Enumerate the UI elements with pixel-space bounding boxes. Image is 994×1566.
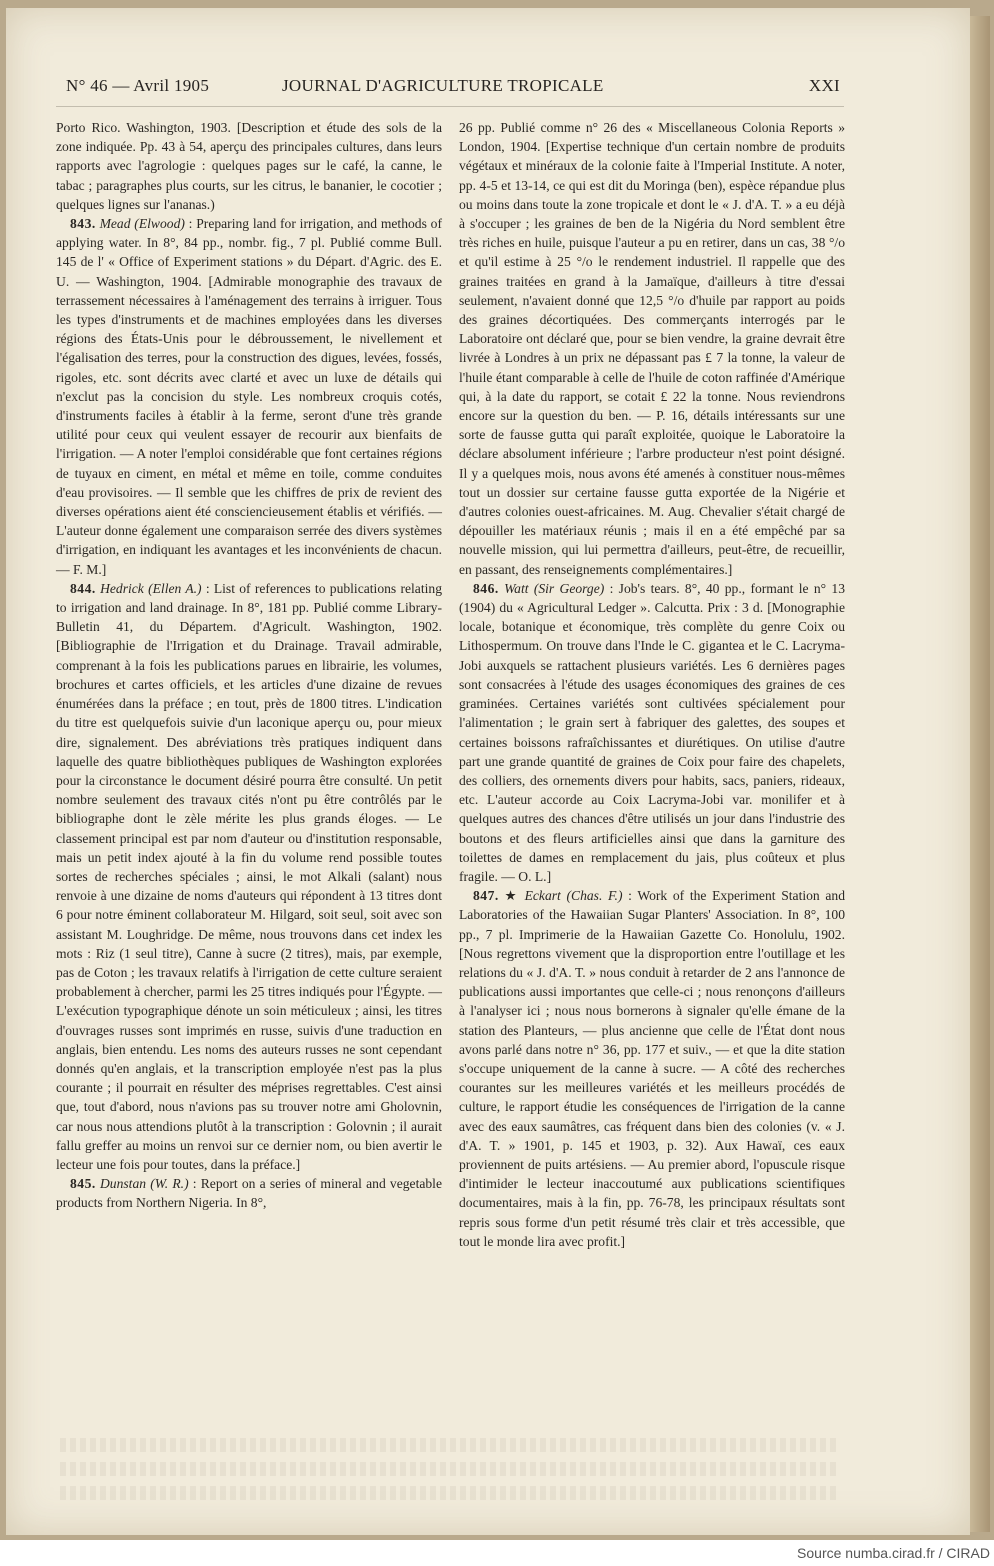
bleed-through-text <box>60 1486 840 1500</box>
entry-author: Watt (Sir George) <box>504 580 605 596</box>
entry-text: : Work of the Experiment Station and Laboratories of the Hawaiian Sugar Planters' Association. In 8°, 100 pp., 7 pl. Imprimerie de la Hawaiian Gazette Co. Honolulu, 1902. [Nous regrettons vivement que la disproportion entre l'outillage et les relations du « J. d'A. T. » nous conduit à retarder de 2 ans l'annonce de publications aussi importantes que celle-ci ; nous renonçons d'ailleurs à l'analyser ici ; nous nous bornerons à signaler qu'elle émane de la station des Planteurs, — plus ancienne que celle de l'État dont nous avons parlé dans notre n° 36, pp. 177 et suiv., — et que la dite station s'occupe uniquement de la canne à sucre. — A côté des recherches courantes sur les meilleures variétés et les meilleurs procédés de culture, le rapport étudie les conséquences de l'irrigation de la canne avec des eaux saumâtres, cas fréquent dans bien des colonies (v. « J. d'A. T. » 1901, p. 145 et 1903, p. 32). Aux Hawaï, ces eaux proviennent de puits artésiens. — Au premier abord, l'opuscule risque d'intimider le lecteur inaccoutumé aux publications scientifiques documentaires, mais à la fin, pp. 76-78, les principaux résultats sont repris sous forme d'un petit résumé très clair et très accessible, que tout le monde lira avec profit.] <box>459 888 846 1249</box>
entry-845 <box>56 1174 442 1212</box>
bleed-through-text <box>60 1462 840 1476</box>
entry-number: 845. <box>70 1176 96 1192</box>
entry-author: Mead (Elwood) <box>99 216 185 232</box>
entry-text: : List of references to publications relating to irrigation and land drainage. In 8°, 181 pp. Publié comme Library-Bulletin 41, du Départem. d'Agricult. Washington, 1902. [Bibliographie de l'Irrigation et du Drainage. Travail admirable, comprenant à la fois les publications parues en librairie, les volumes, brochures et cartes officiels, et les articles d'une dizaine de revues énumérées dans la préface ; en tout, près de 1800 titres. L'indication du titre est quelquefois suivie d'un laconique aperçu ou, pour mieux dire, signalement. Des abréviations très pratiques indiquent dans laquelle des quatre bibliothèques publiques de Washington explorées pour la circonstance le document désiré pourra être consulté. Un petit nombre seulement des travaux cités n'ont pu être contrôlés par le bibliographe dont le zèle mérite les plus grands éloges. — Le classement principal est par nom d'auteur ou d'institution responsable, mais un petit index ajouté à la fin du volume rend possible toutes sortes de recherches spéciales ; ainsi, le mot Alkali (salant) nous renvoie à une dizaine de noms d'auteurs qui répondent à 13 titres dont 6 pour notre éminent collaborateur M. Hilgard, soit seul, soit avec son assistant M. Loughridge. De même, nous trouvons dans cet index les mots : Riz (1 seul titre), Canne à sucre (2 titres), mais, par exemple, pas de Coton ; les travaux relatifs à l'irrigation de cette culture seraient probablement à chercher, parmi les 25 titres indiqués pour l'Égypte. — L'exécution typographique dénote un soin méticuleux ; ainsi, les titres d'ouvrages russes sont imprimés en russe, suivis d'une traduction en anglais, bien entendu. Les noms des auteurs russes ne sont cependant donnés qu'en anglais, et la transcription employée n'est pas la plus courante ; il pourrait en résulter des méprises regrettables. C'est ainsi que, tout d'abord, nous n'avions pas su trouver notre ami Gholovnin, car nous nous attendions plutôt à la transcription : Golovnin ; il aurait fallu greffer au moins un renvoi sur ce dernier nom, ou bien avertir le lecteur une fois pour toutes, dans la préface.] <box>56 580 442 1172</box>
entry-846 <box>459 579 845 886</box>
entry-843 <box>56 214 442 579</box>
entry-continuation: Porto Rico. Washington, 1903. [Description et étude des sols de la zone indiquée. Pp. 43 à 54, aperçu des principales cultures, dans leurs rapports avec l'agrologie : quelques pages sur le café, la canne, le tabac ; paragraphes plus courts, sur les citrus, le bananier, le cocotier ; quelques lignes sur l'ananas.) <box>56 120 442 212</box>
entry-author: Dunstan (W. R.) <box>99 1176 189 1192</box>
page-edge <box>970 16 990 1532</box>
entry-844 <box>56 579 442 1174</box>
entry-text: : Preparing land for irrigation, and methods of applying water. In 8°, 84 pp., nombr. fig., 7 pl. Publié comme Bull. 145 de l' « Office of Experiment stations » du Départ. d'Agric. des E. U. — Washington, 1904. [Admirable monographie des travaux de terrassement nécessaires à l'aménagement des terrains à irriguer. Tous les types d'instruments et de machines employées dans les diverses régions des États-Unis pour le débroussement, le nivellement et l'égalisation des terres, pour la construction des digues, levées, fossés, rigoles, etc. sont décrits avec clarté et avec un luxe de détails qui n'exclut pas la concision du style. Les nombreux croquis cotés, d'instruments faciles à établir à la ferme, seront d'une très grande utilité pour ceux qui veulent essayer de recourir aux bienfaits de l'irrigation. — A noter l'emploi considérable que font certaines régions de tuyaux en ciment, en métal et même en toile, comme conduites d'eau provisoires. — Il semble que les chiffres de prix de revient des diverses opérations aient été consciencieusement établis et vérifiés. — L'auteur donne également une comparaison serrée des divers systèmes d'irrigation, en indiquant les avantages et les inconvénients de chacun. — F. M.] <box>56 216 442 577</box>
issue-label: N° 46 — Avril 1905 <box>66 76 210 95</box>
entry-847 <box>459 886 845 1251</box>
running-head <box>66 76 840 100</box>
entry-number: 847. <box>473 888 499 904</box>
entry-number: 846. <box>473 580 499 596</box>
source-credit: Source numba.cirad.fr / CIRAD <box>797 1545 990 1561</box>
entry-continuation: 26 pp. Publié comme n° 26 des « Miscellaneous Colonia Reports » London, 1904. [Expertise technique d'un certain nombre de produits végétaux et minéraux de la colonie faite à l'Imperial Institute. A noter, pp. 4-5 et 13-14, ce qui est dit du Moringa (ben), espèce répandue plus ou moins dans toute la zone tropicale et dont le « J. d'A. T. » a eu déjà à s'occuper ; les graines de ben de la Nigéria du Nord semblent être très riches en huile, puisque l'auteur a pu en retirer, dans un cas, 38 °/o et qu'il estime à 25 °/o le rendement industriel. Il rappelle que des graines traitées en grand à la Jamaïque, d'ailleurs à titre d'essai seulement, n'avaient donné que 12,5 °/o d'huile par rapport au poids des graines décortiquées. Des commerçants interrogés par le Laboratoire ont déclaré que, pour se bien vendre, la graine devrait être livrée à Londres à un prix ne dépassant pas £ 7 la tonne, la valeur de l'huile étant comparable à celle de l'huile de coton raffinée d'Amérique qui, à la date du rapport, se cotait £ 22 la tonne. Nous reviendrons encore sur la question du ben. — P. 16, détails intéressants sur une sorte de fausse gutta qui paraît exploitée, quoique le Laboratoire la déclare absolument inférieure ; l'arbre producteur n'est point désigné. Il y a quelques mois, nous avons été amenés à constituer nous-mêmes tout un dossier sur certaine fausse gutta exportée de la Nigérie et d'autres colonies ouest-africaines. M. Aug. Chevalier s'était chargé de dépouiller les matériaux réunis ; mais il en a été empêché par sa nouvelle mission, qui lui permettra d'ailleurs, peut-être, de recueillir, en passant, des renseignements complémentaires.] <box>459 120 845 577</box>
entry-text: : Report on a series of mineral and vegetable products from Northern Nigeria. In 8°, <box>56 1176 442 1211</box>
header-rule <box>56 106 844 107</box>
left-column <box>56 118 442 1213</box>
entry-text: : Job's tears. 8°, 40 pp., formant le n° 13 (1904) du « Agricultural Ledger ». Calcutta. Prix : 3 d. [Monographie locale, botanique et économique, très complète du genre Coix ou Lithospermum. On trouve dans l'Inde le C. gigantea et le C. Lacryma-Jobi auxquels se rattachent plusieurs variétés. Les 6 dernières pages sont consacrées à l'étude des usages économiques des graines de ces graminées. Certaines variétés sont cultivées spécialement pour l'alimentation ; le grain sert à fabriquer des galettes, des soupes et certaines boissons rafraîchissantes et diurétiques. On utilise d'autre part une grande quantité de graines de Coix pour faire des chapelets, des colliers, des ornements divers pour habits, sacs, paniers, rideaux, etc. L'auteur accorde au Coix Lacryma-Jobi var. monilifer et à quelques autres des chances d'être utilisés un jour dans l'industrie des boutons et des fleurs artificielles ainsi que dans la garniture des toilettes de dames en remplacement du jais, plus coûteux et plus fragile. — O. L.] <box>459 580 845 884</box>
entry-author: Hedrick (Ellen A.) <box>100 580 202 596</box>
star-icon: ★ <box>498 888 525 904</box>
entry-number: 844. <box>70 580 96 596</box>
entry-author: Eckart (Chas. F.) <box>524 888 623 904</box>
journal-title: JOURNAL D'AGRICULTURE TROPICALE <box>282 76 604 95</box>
bleed-through-text <box>60 1438 840 1452</box>
entry-number: 843. <box>70 216 96 232</box>
right-column <box>459 118 845 1251</box>
page-number: XXI <box>808 76 840 95</box>
